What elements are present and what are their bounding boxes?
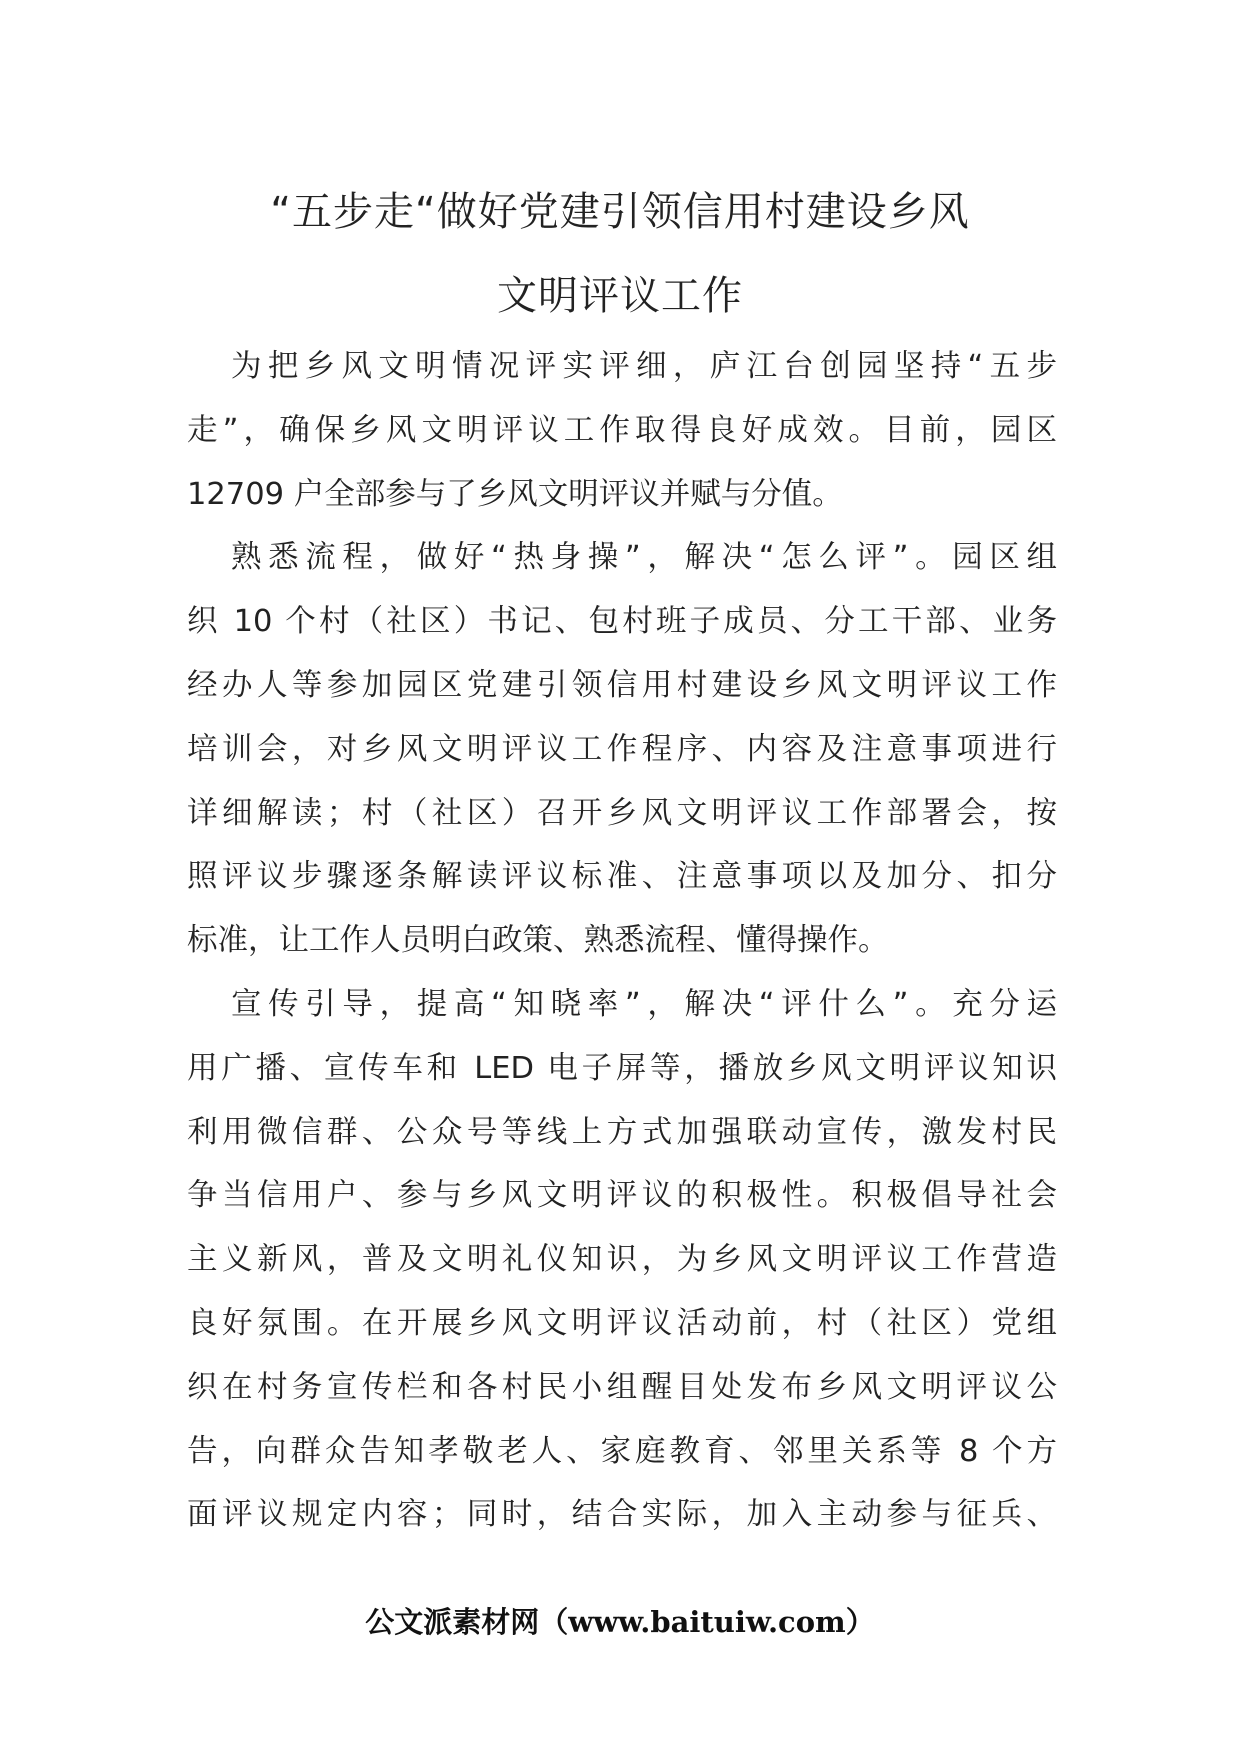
body-line: 走”，确保乡风文明评议工作取得良好成效。目前，园区 bbox=[187, 412, 1057, 448]
body-line: 主义新风，普及文明礼仪知识，为乡风文明评议工作营造 bbox=[187, 1242, 1057, 1278]
body-line: 争当信用户、参与乡风文明评议的积极性。积极倡导社会 bbox=[187, 1178, 1057, 1214]
body-line: 照评议步骤逐条解读评议标准、注意事项以及加分、扣分 bbox=[187, 859, 1057, 895]
document-title-line-2: 文明评议工作 bbox=[497, 273, 743, 319]
body-line: 告，向群众告知孝敬老人、家庭教育、邻里关系等 8 个方 bbox=[187, 1433, 1057, 1469]
body-line: 熟悉流程，做好“热身操”，解决“怎么评”。园区组 bbox=[231, 540, 1057, 576]
body-line: 用广播、宣传车和 LED 电子屏等，播放乡风文明评议知识 bbox=[187, 1050, 1057, 1086]
body-line: 详细解读；村（社区）召开乡风文明评议工作部署会，按 bbox=[187, 795, 1057, 831]
body-line: 宣传引导，提高“知晓率”，解决“评什么”。充分运 bbox=[231, 986, 1057, 1022]
body-line: 织 10 个村（社区）书记、包村班子成员、分工干部、业务 bbox=[187, 604, 1057, 640]
body-line: 利用微信群、公众号等线上方式加强联动宣传，激发村民 bbox=[187, 1114, 1057, 1150]
body-line: 培训会，对乡风文明评议工作程序、内容及注意事项进行 bbox=[187, 731, 1057, 767]
body-line: 面评议规定内容；同时，结合实际，加入主动参与征兵、 bbox=[187, 1497, 1057, 1533]
body-line: 织在村务宣传栏和各村民小组醒目处发布乡风文明评议公 bbox=[187, 1369, 1057, 1405]
body-line: 12709 户全部参与了乡风文明评议并赋与分值。 bbox=[187, 476, 843, 512]
body-line: 良好氛围。在开展乡风文明评议活动前，村（社区）党组 bbox=[187, 1305, 1057, 1341]
footer-watermark: 公文派素材网（www.baituiw.com） bbox=[365, 1605, 875, 1639]
body-line: 经办人等参加园区党建引领信用村建设乡风文明评议工作 bbox=[187, 667, 1057, 703]
document-body bbox=[187, 335, 1057, 1547]
body-line: 标准，让工作人员明白政策、熟悉流程、懂得操作。 bbox=[187, 923, 889, 959]
document-title-line-1: “五步走“做好党建引领信用村建设乡风 bbox=[270, 189, 970, 235]
body-line: 为把乡风文明情况评实评细，庐江台创园坚持“五步 bbox=[231, 349, 1057, 384]
